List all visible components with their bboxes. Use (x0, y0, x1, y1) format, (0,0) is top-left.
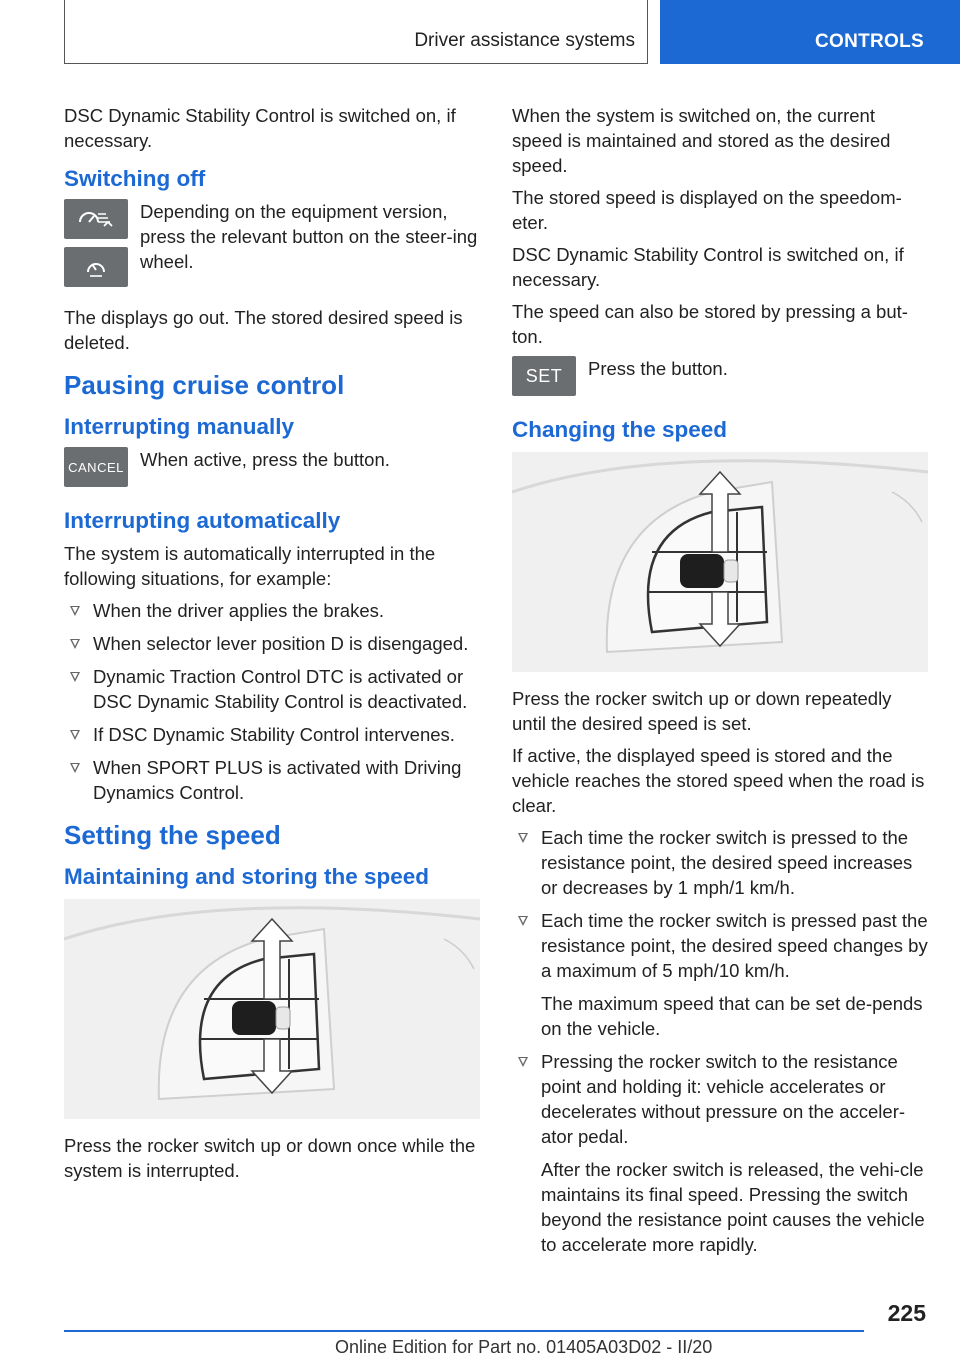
controls-tab-label: CONTROLS (815, 31, 925, 52)
list-item-note: The maximum speed that can be set de-pends on the vehicle. (541, 993, 923, 1039)
list-item: When selector lever position D is disengaged. (64, 631, 482, 656)
steering-wheel-rocker-photo-2 (512, 452, 928, 672)
bullet-triangle-icon (70, 639, 80, 649)
header-box (64, 0, 648, 64)
bullet-triangle-icon (70, 606, 80, 616)
list-item: If DSC Dynamic Stability Control intervenes. (64, 722, 482, 747)
heading-setting-speed: Setting the speed (64, 820, 281, 850)
bullet-triangle-icon (518, 916, 528, 926)
bullet-triangle-icon (518, 833, 528, 843)
right-column (512, 103, 930, 1265)
auto-interrupt-list (64, 598, 482, 805)
bullet-triangle-icon (70, 763, 80, 773)
heading-interrupting-manually: Interrupting manually (64, 414, 295, 439)
list-item: Pressing the rocker switch to the resistance point and holding it: vehicle accelerates or decelerates without pressure on the acceler-ator pedal. After the rocker switch is released, the vehi-cle maintains its final speed. Pressing the switch beyond the resistance point causes the vehicle to accelerate more rapidly. (512, 1049, 930, 1257)
switch-off-icons-row (64, 199, 482, 295)
list-item: When the driver applies the brakes. (64, 598, 482, 623)
footer-divider (64, 1330, 864, 1332)
paragraph: When the system is switched on, the current speed is maintained and stored as the desired speed. (512, 105, 891, 176)
bullet-triangle-icon (518, 1057, 528, 1067)
paragraph: DSC Dynamic Stability Control is switched on, if necessary. (64, 105, 456, 151)
set-text: Press the button. (588, 358, 728, 379)
cancel-row (64, 447, 482, 495)
left-column (64, 103, 482, 1190)
list-item: Each time the rocker switch is pressed past the resistance point, the desired speed changes by a maximum of 5 mph/10 km/h. The maximum speed that can be set de-pends on the vehicle. (512, 908, 930, 1041)
speed-limiter-button-icon (64, 247, 128, 287)
controls-tab[interactable] (660, 0, 960, 64)
set-button-icon: SET (512, 356, 576, 396)
cancel-button-icon: CANCEL (64, 447, 128, 487)
photo-caption: Press the rocker switch up or down once while the system is interrupted. (64, 1135, 476, 1181)
paragraph: The system is automatically interrupted in the following situations, for example: (64, 543, 436, 589)
paragraph: DSC Dynamic Stability Control is switched on, if necessary. (512, 244, 904, 290)
paragraph: Press the rocker switch up or down repeatedly until the desired speed is set. (512, 688, 892, 734)
changing-speed-list (512, 825, 930, 1257)
section-title: Driver assistance systems (414, 30, 635, 51)
paragraph: The speed can also be stored by pressing a but-ton. (512, 301, 908, 347)
paragraph: If active, the displayed speed is stored and the vehicle reaches the stored speed when the road is clear. (512, 745, 925, 816)
heading-pausing: Pausing cruise control (64, 370, 345, 400)
cruise-control-button-icon (64, 199, 128, 239)
list-item-note: After the rocker switch is released, the vehi-cle maintains its final speed. Pressing the switch beyond the resistance point causes the vehicle to accelerate more rapidly. (541, 1159, 925, 1255)
paragraph: The stored speed is displayed on the speedom-eter. (512, 187, 902, 233)
cancel-text: When active, press the button. (140, 449, 390, 470)
set-row (512, 356, 930, 404)
heading-switching-off: Switching off (64, 166, 206, 191)
list-item: Each time the rocker switch is pressed to the resistance point, the desired speed increases or decreases by 1 mph/1 km/h. (512, 825, 930, 900)
heading-changing-speed: Changing the speed (512, 417, 728, 442)
bullet-triangle-icon (70, 730, 80, 740)
footer-edition: Online Edition for Part no. 01405A03D02 - II/20 (335, 1337, 713, 1357)
list-item: When SPORT PLUS is activated with Driving Dynamics Control. (64, 755, 482, 805)
heading-maintaining: Maintaining and storing the speed (64, 864, 430, 889)
page-number: 225 (887, 1300, 926, 1326)
switch-off-text: Depending on the equipment version, press the relevant button on the steer-ing wheel. (140, 201, 478, 272)
paragraph: The displays go out. The stored desired speed is deleted. (64, 307, 463, 353)
bullet-triangle-icon (70, 672, 80, 682)
steering-wheel-rocker-photo (64, 899, 480, 1119)
list-item: Dynamic Traction Control DTC is activated or DSC Dynamic Stability Control is deactivated. (64, 664, 482, 714)
heading-interrupting-automatically: Interrupting automatically (64, 508, 341, 533)
